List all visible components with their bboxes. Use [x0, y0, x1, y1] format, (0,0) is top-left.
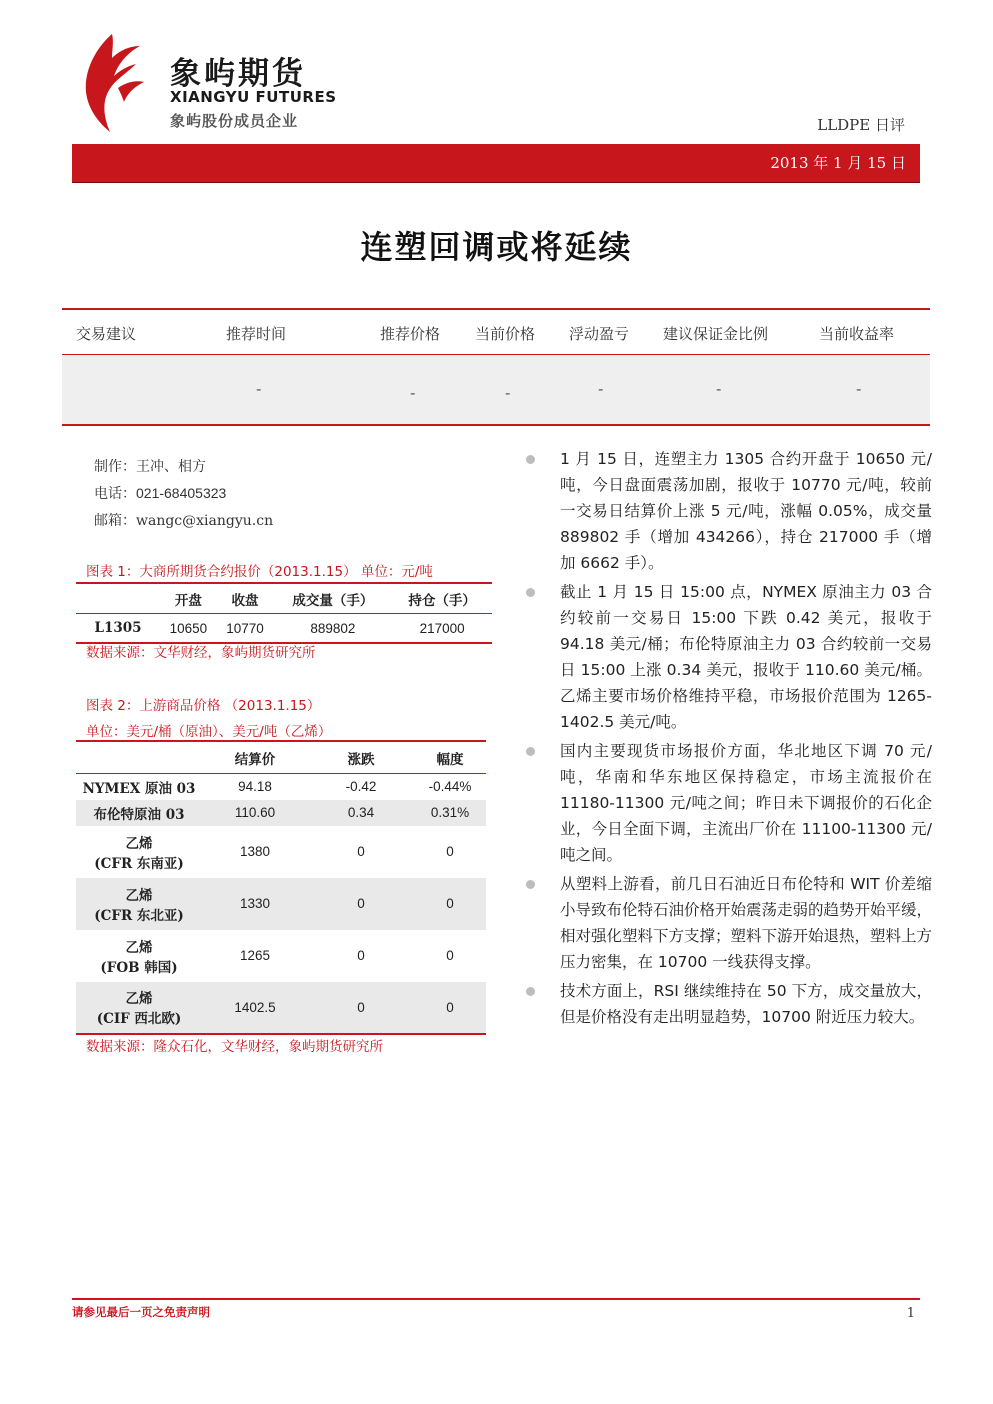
- footer-rule: [72, 1298, 920, 1300]
- table-rule: [62, 424, 930, 426]
- table-row: [76, 614, 492, 644]
- bullet-dot-icon: [526, 987, 535, 996]
- cell-change: 0.34: [308, 800, 414, 826]
- col-header-recommend-time: 推荐时间: [226, 325, 287, 343]
- cell-change: 0: [308, 878, 414, 930]
- table1-source: 数据来源：文华财经，象屿期货研究所: [86, 645, 316, 661]
- col-header-volume: 成交量（手）: [273, 583, 392, 614]
- cell-floating-pnl: -: [598, 380, 604, 398]
- bullet-text: 从塑料上游看，前几日石油近日布伦特和 WIT 价差缩小导致布伦特石油价格开始震荡走弱的趋势开始平缓，相对强化塑料下方支撑；塑料下游开始退热，塑料上方压力密集，在 10700 一线获得支撑。: [560, 875, 933, 971]
- cell-settle: 94.18: [238, 779, 272, 795]
- col-header-trade-advice: 交易建议: [76, 325, 137, 343]
- phone-label: 电话：: [94, 486, 136, 502]
- cell-current-price: -: [505, 384, 511, 402]
- email-value: wangc@xiangyu.cn: [136, 513, 274, 529]
- list-item: [524, 978, 932, 1030]
- commodity-name: 乙烯: [125, 835, 153, 852]
- maker-value: 王冲、相方: [136, 459, 206, 475]
- maker-label: 制作：: [94, 459, 136, 475]
- cell-pct: 0: [446, 844, 454, 859]
- commodity-name: 乙烯: [125, 991, 153, 1007]
- commodity-name: 乙烯: [125, 887, 153, 904]
- cell-settle: 1380: [239, 844, 271, 859]
- table-row-shade: [62, 355, 930, 424]
- col-header-change: 涨跌: [308, 741, 414, 774]
- trade-recommendation-table: [62, 308, 930, 426]
- col-header-pct: 幅度: [414, 741, 486, 774]
- cell-open-interest: 217000: [392, 614, 492, 644]
- table-header-row: [76, 583, 492, 614]
- date-bar: [72, 144, 920, 183]
- bullet-dot-icon: [526, 588, 535, 597]
- col-header-commodity: [76, 741, 202, 774]
- cell-pct: 0: [446, 948, 454, 963]
- cell-settle: 1402.5: [202, 982, 308, 1034]
- report-type: LLDPE 日评: [817, 116, 905, 134]
- col-header-open: 开盘: [160, 583, 217, 614]
- footer-disclaimer: 请参见最后一页之免责声明: [72, 1305, 210, 1319]
- table-rule: [62, 308, 930, 310]
- table-row: [76, 800, 486, 826]
- col-header-recommend-price: 推荐价格: [380, 325, 441, 343]
- cell-pct: 0: [414, 878, 486, 930]
- cell-commodity: [76, 982, 202, 1034]
- table2-unit: 单位：美元/桶（原油）、美元/吨（乙烯）: [86, 724, 332, 740]
- cell-commodity: NYMEX 原油 03: [82, 780, 196, 797]
- author-maker: [94, 456, 206, 476]
- logo-subtitle: 象屿股份成员企业: [170, 112, 299, 130]
- list-item: [524, 738, 932, 868]
- logo-wordmark-cn: 象屿期货: [170, 56, 306, 92]
- commodity-name: 乙烯: [125, 939, 153, 956]
- cell-open: 10650: [160, 614, 217, 644]
- cell-settle: 1265: [239, 948, 271, 963]
- cell-pct: 0.31%: [414, 800, 486, 826]
- cell-commodity: [76, 878, 202, 930]
- col-header-settle: 结算价: [202, 741, 308, 774]
- col-header-floating-pnl: 浮动盈亏: [569, 325, 630, 343]
- cell-change: 0: [357, 948, 365, 963]
- upstream-price-table: [76, 740, 486, 1035]
- cell-change: 0: [308, 982, 414, 1034]
- table-header-row: [76, 741, 486, 774]
- cell-current-return: -: [856, 380, 862, 398]
- list-item: [524, 579, 932, 735]
- bullet-text: 技术方面上，RSI 继续维持在 50 下方，成交量放大，但是价格没有走出明显趋势，10700 附近压力较大。: [560, 982, 932, 1026]
- author-email: [94, 510, 273, 530]
- commodity-market: (FOB 韩国): [100, 959, 178, 976]
- cell-commodity: [76, 826, 202, 878]
- cell-change: 0: [357, 844, 365, 859]
- col-header-margin-ratio: 建议保证金比例: [663, 325, 769, 343]
- page-number: 1: [906, 1306, 915, 1321]
- table1-caption: 图表 1：大商所期货合约报价（2013.1.15） 单位：元/吨: [86, 564, 433, 580]
- commodity-market: (CFR 东北亚): [94, 907, 184, 924]
- analysis-bullets: [524, 446, 932, 1033]
- phone-value: 021-68405323: [136, 485, 227, 501]
- table2-source: 数据来源：隆众石化，文华财经，象屿期货研究所: [86, 1039, 383, 1055]
- cell-pct: -0.44%: [428, 779, 472, 795]
- cell-commodity: 布伦特原油 03: [76, 800, 202, 826]
- cell-pct: 0: [414, 982, 486, 1034]
- cell-settle: 110.60: [202, 800, 308, 826]
- cell-recommend-price: -: [410, 384, 416, 402]
- cell-contract: L1305: [76, 614, 160, 644]
- commodity-market: (CIF 西北欧): [96, 1011, 182, 1027]
- table-row: [76, 774, 486, 800]
- cell-recommend-time: -: [256, 380, 262, 398]
- commodity-market: (CFR 东南亚): [94, 855, 184, 872]
- cell-change: -0.42: [345, 779, 377, 795]
- logo-wordmark-en: XIANGYU FUTURES: [170, 88, 337, 106]
- table2-caption: 图表 2：上游商品价格 （2013.1.15）: [86, 698, 321, 714]
- cell-settle: 1330: [202, 878, 308, 930]
- logo-flame-icon: [78, 30, 146, 134]
- bullet-dot-icon: [526, 880, 535, 889]
- author-phone: [94, 483, 226, 503]
- col-header-close: 收盘: [217, 583, 274, 614]
- page-title: 连塑回调或将延续: [360, 228, 633, 266]
- table-row: [76, 826, 486, 878]
- bullet-text: 1 月 15 日，连塑主力 1305 合约开盘于 10650 元/吨，今日盘面震荡加剧，报收于 10770 元/吨，较前一交易日结算价上涨 5 元/吨，涨幅 0.05%，成交量 889802 手（增加 434266），持仓 217000 手（增加 6662 手）。: [560, 450, 932, 572]
- table-row: [76, 982, 486, 1034]
- col-header-open-interest: 持仓（手）: [392, 583, 492, 614]
- bullet-text: 截止 1 月 15 日 15:00 点，NYMEX 原油主力 03 合约较前一交易日 15:00 下跌 0.42 美元，报收于 94.18 美元/桶；布伦特原油主力 03 合约较前一交易日 15:00 上涨 0.34 美元，报收于 110.60 美元/桶。乙烯主要市场价格维持平稳，市场报价范围为 1265-1402.5 美元/吨。: [560, 583, 932, 731]
- futures-quote-table: [76, 582, 492, 644]
- cell-margin-ratio: -: [716, 380, 722, 398]
- cell-close: 10770: [217, 614, 274, 644]
- bullet-dot-icon: [526, 747, 535, 756]
- cell-volume: 889802: [273, 614, 392, 644]
- list-item: [524, 446, 932, 576]
- table-row: [76, 930, 486, 982]
- list-item: [524, 871, 932, 975]
- bullet-text: 国内主要现货市场报价方面，华北地区下调 70 元/吨，华南和华东地区保持稳定，市场主流报价在 11180-11300 元/吨之间；昨日未下调报价的石化企业，今日全面下调，主流出厂价在 11100-11300 元/吨之间。: [560, 742, 932, 864]
- col-header-current-return: 当前收益率: [819, 325, 895, 343]
- table-row: [76, 878, 486, 930]
- email-label: 邮箱：: [94, 513, 136, 529]
- report-date: 2013 年 1 月 15 日: [770, 154, 906, 172]
- col-header-current-price: 当前价格: [475, 325, 536, 343]
- bullet-dot-icon: [526, 455, 535, 464]
- col-header-contract: [76, 583, 160, 614]
- cell-commodity: [76, 930, 202, 982]
